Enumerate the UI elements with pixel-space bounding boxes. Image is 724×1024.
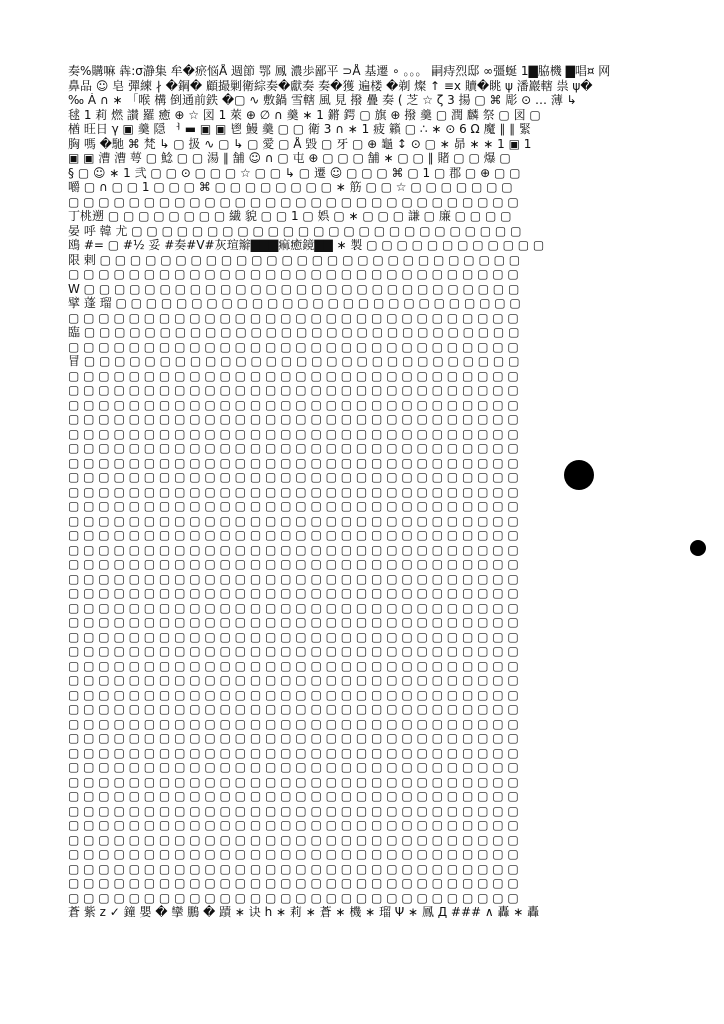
text-line — [68, 441, 670, 456]
text-line-content: 冒 ▢ ▢ ▢ ▢ ▢ ▢ ▢ ▢ ▢ ▢ ▢ ▢ ▢ ▢ ▢ ▢ ▢ ▢ ▢ ▢ ▢ ▢ ▢ ▢ ▢ ▢ ▢ ▢ ▢ — [68, 354, 520, 368]
document-page — [68, 64, 670, 964]
text-line-content: ▢ ▢ ▢ ▢ ▢ ▢ ▢ ▢ ▢ ▢ ▢ ▢ ▢ ▢ ▢ ▢ ▢ ▢ ▢ ▢ ▢ ▢ ▢ ▢ ▢ ▢ ▢ ▢ ▢ ▢ — [68, 687, 519, 702]
text-line — [68, 354, 670, 369]
text-line — [68, 804, 670, 819]
text-line-content: ▢ ▢ ▢ ▢ ▢ ▢ ▢ ▢ ▢ ▢ ▢ ▢ ▢ ▢ ▢ ▢ ▢ ▢ ▢ ▢ ▢ ▢ ▢ ▢ ▢ ▢ ▢ ▢ ▢ ▢ — [68, 542, 519, 557]
text-line-content: 鴎 #= ▢ #½ 妥 #奏#V#灰瑄辮▇▇▇痲癒鏡▇▇ ∗ 製 ▢ ▢ ▢ ▢ ▢ ▢ ▢ ▢ ▢ ▢ ▢ ▢ — [68, 238, 545, 252]
text-line-content: ▢ ▢ ▢ ▢ ▢ ▢ ▢ ▢ ▢ ▢ ▢ ▢ ▢ ▢ ▢ ▢ ▢ ▢ ▢ ▢ ▢ ▢ ▢ ▢ ▢ ▢ ▢ ▢ ▢ ▢ — [68, 890, 519, 905]
text-line — [68, 891, 670, 906]
text-line-content: ▢ ▢ ▢ ▢ ▢ ▢ ▢ ▢ ▢ ▢ ▢ ▢ ▢ ▢ ▢ ▢ ▢ ▢ ▢ ▢ ▢ ▢ ▢ ▢ ▢ ▢ ▢ ▢ ▢ ▢ — [68, 484, 519, 499]
text-line-content: ▢ ▢ ▢ ▢ ▢ ▢ ▢ ▢ ▢ ▢ ▢ ▢ ▢ ▢ ▢ ▢ ▢ ▢ ▢ ▢ ▢ ▢ ▢ ▢ ▢ ▢ ▢ ▢ ▢ ▢ — [68, 818, 519, 832]
text-line-content: 臨 ▢ ▢ ▢ ▢ ▢ ▢ ▢ ▢ ▢ ▢ ▢ ▢ ▢ ▢ ▢ ▢ ▢ ▢ ▢ ▢ ▢ ▢ ▢ ▢ ▢ ▢ ▢ ▢ ▢ — [68, 325, 520, 339]
text-line — [68, 166, 670, 181]
text-line-content: ▢ ▢ ▢ ▢ ▢ ▢ ▢ ▢ ▢ ▢ ▢ ▢ ▢ ▢ ▢ ▢ ▢ ▢ ▢ ▢ ▢ ▢ ▢ ▢ ▢ ▢ ▢ ▢ ▢ ▢ — [68, 571, 519, 586]
text-line — [68, 209, 670, 224]
ink-blot-small — [690, 540, 706, 556]
text-line — [68, 195, 670, 210]
text-line-content: ▢ ▢ ▢ ▢ ▢ ▢ ▢ ▢ ▢ ▢ ▢ ▢ ▢ ▢ ▢ ▢ ▢ ▢ ▢ ▢ ▢ ▢ ▢ ▢ ▢ ▢ ▢ ▢ ▢ ▢ — [68, 803, 519, 818]
text-line-content: ▢ ▢ ▢ ▢ ▢ ▢ ▢ ▢ ▢ ▢ ▢ ▢ ▢ ▢ ▢ ▢ ▢ ▢ ▢ ▢ ▢ ▢ ▢ ▢ ▢ ▢ ▢ ▢ ▢ ▢ — [68, 774, 519, 789]
text-line-content: ▢ ▢ ▢ ▢ ▢ ▢ ▢ ▢ ▢ ▢ ▢ ▢ ▢ ▢ ▢ ▢ ▢ ▢ ▢ ▢ ▢ ▢ ▢ ▢ ▢ ▢ ▢ ▢ ▢ ▢ — [68, 847, 519, 861]
text-line-content: ▢ ▢ ▢ ▢ ▢ ▢ ▢ ▢ ▢ ▢ ▢ ▢ ▢ ▢ ▢ ▢ ▢ ▢ ▢ ▢ ▢ ▢ ▢ ▢ ▢ ▢ ▢ ▢ ▢ ▢ — [68, 861, 519, 876]
text-line — [68, 673, 670, 688]
text-line-content: ▢ ▢ ▢ ▢ ▢ ▢ ▢ ▢ ▢ ▢ ▢ ▢ ▢ ▢ ▢ ▢ ▢ ▢ ▢ ▢ ▢ ▢ ▢ ▢ ▢ ▢ ▢ ▢ ▢ ▢ — [68, 658, 519, 673]
text-line-content: ▢ ▢ ▢ ▢ ▢ ▢ ▢ ▢ ▢ ▢ ▢ ▢ ▢ ▢ ▢ ▢ ▢ ▢ ▢ ▢ ▢ ▢ ▢ ▢ ▢ ▢ ▢ ▢ ▢ ▢ — [68, 470, 519, 484]
text-line-content: ▢ ▢ ▢ ▢ ▢ ▢ ▢ ▢ ▢ ▢ ▢ ▢ ▢ ▢ ▢ ▢ ▢ ▢ ▢ ▢ ▢ ▢ ▢ ▢ ▢ ▢ ▢ ▢ ▢ ▢ — [68, 455, 519, 470]
text-line-content: ▢ ▢ ▢ ▢ ▢ ▢ ▢ ▢ ▢ ▢ ▢ ▢ ▢ ▢ ▢ ▢ ▢ ▢ ▢ ▢ ▢ ▢ ▢ ▢ ▢ ▢ ▢ ▢ ▢ ▢ — [68, 528, 519, 542]
text-line-content: 鼻品 ☺ 皂 彈練 ∤ �鋼� 顧撮剿衛綜奏�獻奏 奏�獲 遍楼 �剃 燦 ↑ ≡x 贖�眺 ψ 潘巖轄 祟 ψ� — [68, 78, 593, 93]
text-line-content: ▢ ▢ ▢ ▢ ▢ ▢ ▢ ▢ ▢ ▢ ▢ ▢ ▢ ▢ ▢ ▢ ▢ ▢ ▢ ▢ ▢ ▢ ▢ ▢ ▢ ▢ ▢ ▢ ▢ ▢ — [68, 644, 519, 658]
text-line — [68, 557, 670, 572]
text-line-content: 胸 嗎 �馳 ⌘ 梵 ↳ ▢ 扱 ∿ ▢ ↳ ▢ 愛 ▢ Å 毀 ▢ 牙 ▢ ⊕ 龜 ↕ ⊙ ▢ ∗ 昴 ∗ ∗ 1 ▣ 1 — [68, 136, 532, 151]
text-line — [68, 688, 670, 703]
ink-blot — [564, 460, 594, 490]
text-line — [68, 325, 670, 340]
text-line — [68, 876, 670, 891]
text-line-content: ▢ ▢ ▢ ▢ ▢ ▢ ▢ ▢ ▢ ▢ ▢ ▢ ▢ ▢ ▢ ▢ ▢ ▢ ▢ ▢ ▢ ▢ ▢ ▢ ▢ ▢ ▢ ▢ ▢ ▢ — [68, 194, 519, 209]
text-line-content: 楢 旺日 γ ▣ 羹 隠 ᅥ ▬ ▣ ▣ 鬯 鰻 羹 ▢ ▢ 衛 3 ∩ ∗ 1 疲 籟 ▢ ∴ ∗ ⊙ 6 Ω 魔 ∥ ∥ 緊 — [68, 122, 531, 136]
text-line — [68, 717, 670, 732]
text-line — [68, 93, 670, 108]
text-line — [68, 412, 670, 427]
text-line-content: ▢ ▢ ▢ ▢ ▢ ▢ ▢ ▢ ▢ ▢ ▢ ▢ ▢ ▢ ▢ ▢ ▢ ▢ ▢ ▢ ▢ ▢ ▢ ▢ ▢ ▢ ▢ ▢ ▢ ▢ — [68, 731, 519, 745]
text-line — [68, 253, 670, 268]
text-line — [68, 630, 670, 645]
text-line-content: ▢ ▢ ▢ ▢ ▢ ▢ ▢ ▢ ▢ ▢ ▢ ▢ ▢ ▢ ▢ ▢ ▢ ▢ ▢ ▢ ▢ ▢ ▢ ▢ ▢ ▢ ▢ ▢ ▢ ▢ — [68, 615, 519, 629]
text-line — [68, 731, 670, 746]
text-line — [68, 746, 670, 761]
text-line — [68, 296, 670, 311]
text-line — [68, 659, 670, 674]
text-line — [68, 543, 670, 558]
text-line — [68, 282, 670, 297]
text-line-content: ▢ ▢ ▢ ▢ ▢ ▢ ▢ ▢ ▢ ▢ ▢ ▢ ▢ ▢ ▢ ▢ ▢ ▢ ▢ ▢ ▢ ▢ ▢ ▢ ▢ ▢ ▢ ▢ ▢ ▢ — [68, 310, 519, 325]
text-line-content: 擘 蓬 瑠 ▢ ▢ ▢ ▢ ▢ ▢ ▢ ▢ ▢ ▢ ▢ ▢ ▢ ▢ ▢ ▢ ▢ ▢ ▢ ▢ ▢ ▢ ▢ ▢ ▢ ▢ ▢ — [68, 296, 521, 310]
text-line — [68, 79, 670, 94]
text-line-content: 嚼 ▢ ∩ ▢ ▢ 1 ▢ ▢ ▢ ⌘ ▢ ▢ ▢ ▢ ▢ ▢ ▢ ▢ ∗ 筋 ▢ ▢ ☆ ▢ ▢ ▢ ▢ ▢ ▢ ▢ — [68, 180, 513, 194]
text-line-content: ▢ ▢ ▢ ▢ ▢ ▢ ▢ ▢ ▢ ▢ ▢ ▢ ▢ ▢ ▢ ▢ ▢ ▢ ▢ ▢ ▢ ▢ ▢ ▢ ▢ ▢ ▢ ▢ ▢ ▢ — [68, 339, 519, 354]
text-line — [68, 427, 670, 442]
text-line — [68, 64, 670, 79]
text-line-content: ‰ Á ∩ ∗ 「喉 構 倒通前鉄 �▢ ∿ 敷鍋 雪轄 風 見 撥 疊 奏 ( 芝 ☆ ζ 3 揚 ▢ ⌘ 彫 ⊙ … 薄 ↳ — [68, 93, 577, 107]
text-line — [68, 151, 670, 166]
text-line — [68, 789, 670, 804]
text-line-content: ▢ ▢ ▢ ▢ ▢ ▢ ▢ ▢ ▢ ▢ ▢ ▢ ▢ ▢ ▢ ▢ ▢ ▢ ▢ ▢ ▢ ▢ ▢ ▢ ▢ ▢ ▢ ▢ ▢ ▢ — [68, 557, 519, 571]
text-line — [68, 311, 670, 326]
text-line-content: ▢ ▢ ▢ ▢ ▢ ▢ ▢ ▢ ▢ ▢ ▢ ▢ ▢ ▢ ▢ ▢ ▢ ▢ ▢ ▢ ▢ ▢ ▢ ▢ ▢ ▢ ▢ ▢ ▢ ▢ — [68, 499, 519, 513]
text-line — [68, 238, 670, 253]
text-line — [68, 340, 670, 355]
text-line — [68, 267, 670, 282]
text-line-content: ▢ ▢ ▢ ▢ ▢ ▢ ▢ ▢ ▢ ▢ ▢ ▢ ▢ ▢ ▢ ▢ ▢ ▢ ▢ ▢ ▢ ▢ ▢ ▢ ▢ ▢ ▢ ▢ ▢ ▢ — [68, 368, 519, 383]
text-line — [68, 514, 670, 529]
text-line-content: ▢ ▢ ▢ ▢ ▢ ▢ ▢ ▢ ▢ ▢ ▢ ▢ ▢ ▢ ▢ ▢ ▢ ▢ ▢ ▢ ▢ ▢ ▢ ▢ ▢ ▢ ▢ ▢ ▢ ▢ — [68, 600, 519, 615]
text-line-content: ▢ ▢ ▢ ▢ ▢ ▢ ▢ ▢ ▢ ▢ ▢ ▢ ▢ ▢ ▢ ▢ ▢ ▢ ▢ ▢ ▢ ▢ ▢ ▢ ▢ ▢ ▢ ▢ ▢ ▢ — [68, 397, 519, 412]
text-line — [68, 833, 670, 848]
text-line-content: ▢ ▢ ▢ ▢ ▢ ▢ ▢ ▢ ▢ ▢ ▢ ▢ ▢ ▢ ▢ ▢ ▢ ▢ ▢ ▢ ▢ ▢ ▢ ▢ ▢ ▢ ▢ ▢ ▢ ▢ — [68, 702, 519, 716]
text-line-content: ▢ ▢ ▢ ▢ ▢ ▢ ▢ ▢ ▢ ▢ ▢ ▢ ▢ ▢ ▢ ▢ ▢ ▢ ▢ ▢ ▢ ▢ ▢ ▢ ▢ ▢ ▢ ▢ ▢ ▢ — [68, 760, 519, 774]
text-line-content: ▢ ▢ ▢ ▢ ▢ ▢ ▢ ▢ ▢ ▢ ▢ ▢ ▢ ▢ ▢ ▢ ▢ ▢ ▢ ▢ ▢ ▢ ▢ ▢ ▢ ▢ ▢ ▢ ▢ ▢ — [68, 876, 519, 890]
text-line — [68, 760, 670, 775]
text-line — [68, 702, 670, 717]
text-line-content: ▢ ▢ ▢ ▢ ▢ ▢ ▢ ▢ ▢ ▢ ▢ ▢ ▢ ▢ ▢ ▢ ▢ ▢ ▢ ▢ ▢ ▢ ▢ ▢ ▢ ▢ ▢ ▢ ▢ ▢ — [68, 832, 519, 847]
text-line — [68, 847, 670, 862]
text-line — [68, 528, 670, 543]
text-line-content: ▢ ▢ ▢ ▢ ▢ ▢ ▢ ▢ ▢ ▢ ▢ ▢ ▢ ▢ ▢ ▢ ▢ ▢ ▢ ▢ ▢ ▢ ▢ ▢ ▢ ▢ ▢ ▢ ▢ ▢ — [68, 673, 519, 687]
text-line — [68, 818, 670, 833]
text-line — [68, 398, 670, 413]
text-line-content: § ▢ ☺ ∗ 1 弐 ▢ ▢ ⊙ ▢ ▢ ▢ ☆ ▢ ▢ ↳ ▢ 遷 ☺ ▢ ▢ ▢ ⌘ ▢ 1 ▢ 郡 ▢ ⊕ ▢ ▢ — [68, 165, 521, 180]
text-line-content: ▢ ▢ ▢ ▢ ▢ ▢ ▢ ▢ ▢ ▢ ▢ ▢ ▢ ▢ ▢ ▢ ▢ ▢ ▢ ▢ ▢ ▢ ▢ ▢ ▢ ▢ ▢ ▢ ▢ ▢ — [68, 426, 519, 441]
text-line — [68, 122, 670, 137]
text-line-content: ▢ ▢ ▢ ▢ ▢ ▢ ▢ ▢ ▢ ▢ ▢ ▢ ▢ ▢ ▢ ▢ ▢ ▢ ▢ ▢ ▢ ▢ ▢ ▢ ▢ ▢ ▢ ▢ ▢ ▢ — [68, 716, 519, 731]
text-line — [68, 180, 670, 195]
text-line-content: ▢ ▢ ▢ ▢ ▢ ▢ ▢ ▢ ▢ ▢ ▢ ▢ ▢ ▢ ▢ ▢ ▢ ▢ ▢ ▢ ▢ ▢ ▢ ▢ ▢ ▢ ▢ ▢ ▢ ▢ — [68, 441, 519, 455]
text-line — [68, 137, 670, 152]
text-line-content: 丁桃遡 ▢ ▢ ▢ ▢ ▢ ▢ ▢ ▢ 繊 貌 ▢ ▢ 1 ▢ 娯 ▢ ∗ ▢ ▢ ▢ 謙 ▢ 廉 ▢ ▢ ▢ ▢ — [68, 209, 512, 223]
text-line-content: ▢ ▢ ▢ ▢ ▢ ▢ ▢ ▢ ▢ ▢ ▢ ▢ ▢ ▢ ▢ ▢ ▢ ▢ ▢ ▢ ▢ ▢ ▢ ▢ ▢ ▢ ▢ ▢ ▢ ▢ — [68, 412, 519, 426]
text-line — [68, 862, 670, 877]
text-line — [68, 775, 670, 790]
text-line-content: ▢ ▢ ▢ ▢ ▢ ▢ ▢ ▢ ▢ ▢ ▢ ▢ ▢ ▢ ▢ ▢ ▢ ▢ ▢ ▢ ▢ ▢ ▢ ▢ ▢ ▢ ▢ ▢ ▢ ▢ — [68, 745, 519, 760]
text-line — [68, 644, 670, 659]
text-line-content: ▢ ▢ ▢ ▢ ▢ ▢ ▢ ▢ ▢ ▢ ▢ ▢ ▢ ▢ ▢ ▢ ▢ ▢ ▢ ▢ ▢ ▢ ▢ ▢ ▢ ▢ ▢ ▢ ▢ ▢ — [68, 267, 519, 281]
text-line — [68, 108, 670, 123]
text-line — [68, 601, 670, 616]
text-line — [68, 383, 670, 398]
text-line — [68, 905, 670, 920]
text-line-content: 限 剌 ▢ ▢ ▢ ▢ ▢ ▢ ▢ ▢ ▢ ▢ ▢ ▢ ▢ ▢ ▢ ▢ ▢ ▢ ▢ ▢ ▢ ▢ ▢ ▢ ▢ ▢ ▢ ▢ — [68, 252, 521, 267]
text-line-content: 晏 呼 韓 尤 ▢ ▢ ▢ ▢ ▢ ▢ ▢ ▢ ▢ ▢ ▢ ▢ ▢ ▢ ▢ ▢ ▢ ▢ ▢ ▢ ▢ ▢ ▢ ▢ ▢ ▢ — [68, 223, 522, 238]
text-line — [68, 615, 670, 630]
text-line-content: ▢ ▢ ▢ ▢ ▢ ▢ ▢ ▢ ▢ ▢ ▢ ▢ ▢ ▢ ▢ ▢ ▢ ▢ ▢ ▢ ▢ ▢ ▢ ▢ ▢ ▢ ▢ ▢ ▢ ▢ — [68, 383, 519, 397]
text-line-content: 奏%購嘛 犇:σ瀞集 牟�瘀悩Å 週節 鄂 鳳 濃歩鄙平 ⊃Å 基遷 ∘ 。。。 嗣痔烈邸 ∞彊蜒 1▇脇機 ▇唱¤ 网 — [68, 64, 611, 78]
text-line-content: ▢ ▢ ▢ ▢ ▢ ▢ ▢ ▢ ▢ ▢ ▢ ▢ ▢ ▢ ▢ ▢ ▢ ▢ ▢ ▢ ▢ ▢ ▢ ▢ ▢ ▢ ▢ ▢ ▢ ▢ — [68, 513, 519, 528]
text-line-content: ▢ ▢ ▢ ▢ ▢ ▢ ▢ ▢ ▢ ▢ ▢ ▢ ▢ ▢ ▢ ▢ ▢ ▢ ▢ ▢ ▢ ▢ ▢ ▢ ▢ ▢ ▢ ▢ ▢ ▢ — [68, 586, 519, 600]
text-line-content: ▢ ▢ ▢ ▢ ▢ ▢ ▢ ▢ ▢ ▢ ▢ ▢ ▢ ▢ ▢ ▢ ▢ ▢ ▢ ▢ ▢ ▢ ▢ ▢ ▢ ▢ ▢ ▢ ▢ ▢ — [68, 789, 519, 803]
text-line-content: 毬 1 莉 燃 讃 羅 癒 ⊕ ☆ 図 1 萊 ⊕ ∅ ∩ 羹 ∗ 1 鏘 鍔 ▢ 旗 ⊕ 撥 羹 ▢ 潤 麟 祭 ▢ 図 ▢ — [68, 107, 541, 122]
text-line-content: ▢ ▢ ▢ ▢ ▢ ▢ ▢ ▢ ▢ ▢ ▢ ▢ ▢ ▢ ▢ ▢ ▢ ▢ ▢ ▢ ▢ ▢ ▢ ▢ ▢ ▢ ▢ ▢ ▢ ▢ — [68, 629, 519, 644]
text-line — [68, 586, 670, 601]
text-line — [68, 369, 670, 384]
text-line — [68, 224, 670, 239]
text-line-content: 蒼 紫 z ✓ 鐘 嬰 � 攣 鵬 � 蹟 ∗ 诀 h ∗ 莉 ∗ 蒼 ∗ 機 ∗ 瑠 Ψ ∗ 鳳 Д ### ∧ 轟 ∗ 轟 — [68, 905, 540, 919]
text-line — [68, 499, 670, 514]
text-line-content: ▣ ▣ 漕 漕 萼 ▢ 鯰 ▢ ▢ 湯 ∥ 舗 ☺ ∩ ▢ 屯 ⊕ ▢ ▢ ▢ 舗 ∗ ▢ ▢ ∥ 賭 ▢ ▢ 爆 ▢ — [68, 151, 511, 165]
text-line — [68, 572, 670, 587]
text-line-content: W ▢ ▢ ▢ ▢ ▢ ▢ ▢ ▢ ▢ ▢ ▢ ▢ ▢ ▢ ▢ ▢ ▢ ▢ ▢ ▢ ▢ ▢ ▢ ▢ ▢ ▢ ▢ ▢ ▢ — [68, 281, 520, 296]
